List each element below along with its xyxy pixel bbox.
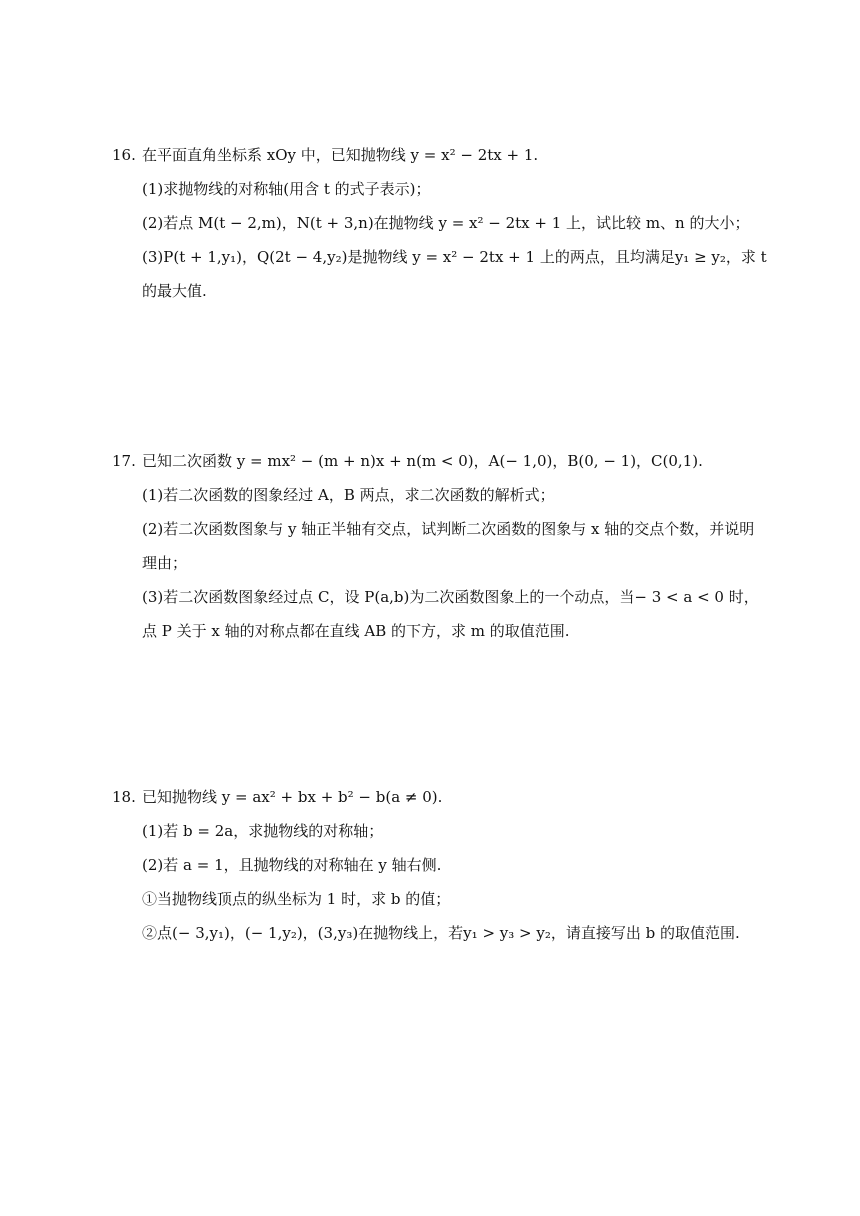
problem-number: 16. <box>112 146 136 164</box>
problem-subpart: ①当抛物线顶点的纵坐标为 1 时，求 b 的值； <box>142 890 451 908</box>
problem-subpart: (1)求抛物线的对称轴(用含 t 的式子表示)； <box>142 180 431 198</box>
problem-subpart: (2)若 a = 1，且抛物线的对称轴在 y 轴右侧. <box>142 856 442 874</box>
problem-subpart: 点 P 关于 x 轴的对称点都在直线 AB 的下方，求 m 的取值范围. <box>142 622 570 640</box>
problem-subpart: (3)若二次函数图象经过点 C，设 P(a,b)为二次函数图象上的一个动点，当− 3 < a < 0 时， <box>142 588 759 606</box>
problem-stem <box>112 444 772 478</box>
problem-stem <box>112 780 772 814</box>
problem-16 <box>112 138 772 308</box>
problem-subpart: ②点(− 3,y₁)，(− 1,y₂)，(3,y₃)在抛物线上，若y₁ > y₃ > y₂，请直接写出 b 的取值范围. <box>142 924 740 942</box>
problem-stem-text: 已知抛物线 y = ax² + bx + b² − b(a ≠ 0). <box>142 788 443 806</box>
problem-stem-text: 已知二次函数 y = mx² − (m + n)x + n(m < 0)，A(− 1,0)，B(0, − 1)，C(0,1). <box>142 452 703 470</box>
problem-subpart: (2)若点 M(t − 2,m)，N(t + 3,n)在抛物线 y = x² − 2tx + 1 上，试比较 m、n 的大小； <box>142 214 750 232</box>
problem-17 <box>112 444 772 648</box>
problem-subpart: (1)若 b = 2a，求抛物线的对称轴； <box>142 822 384 840</box>
problem-number: 18. <box>112 788 136 806</box>
problem-subpart: (1)若二次函数的图象经过 A，B 两点，求二次函数的解析式； <box>142 486 555 504</box>
problem-subpart: 的最大值. <box>142 282 207 300</box>
problem-subpart: (3)P(t + 1,y₁)，Q(2t − 4,y₂)是抛物线 y = x² − 2tx + 1 上的两点，且均满足y₁ ≥ y₂，求 t <box>142 248 767 266</box>
problem-subpart: (2)若二次函数图象与 y 轴正半轴有交点，试判断二次函数的图象与 x 轴的交点个数，并说明 <box>142 520 755 538</box>
problem-stem <box>112 138 772 172</box>
problem-18 <box>112 780 772 950</box>
problem-subpart: 理由； <box>142 554 188 572</box>
problem-stem-text: 在平面直角坐标系 xOy 中，已知抛物线 y = x² − 2tx + 1. <box>142 146 539 164</box>
problem-number: 17. <box>112 452 136 470</box>
